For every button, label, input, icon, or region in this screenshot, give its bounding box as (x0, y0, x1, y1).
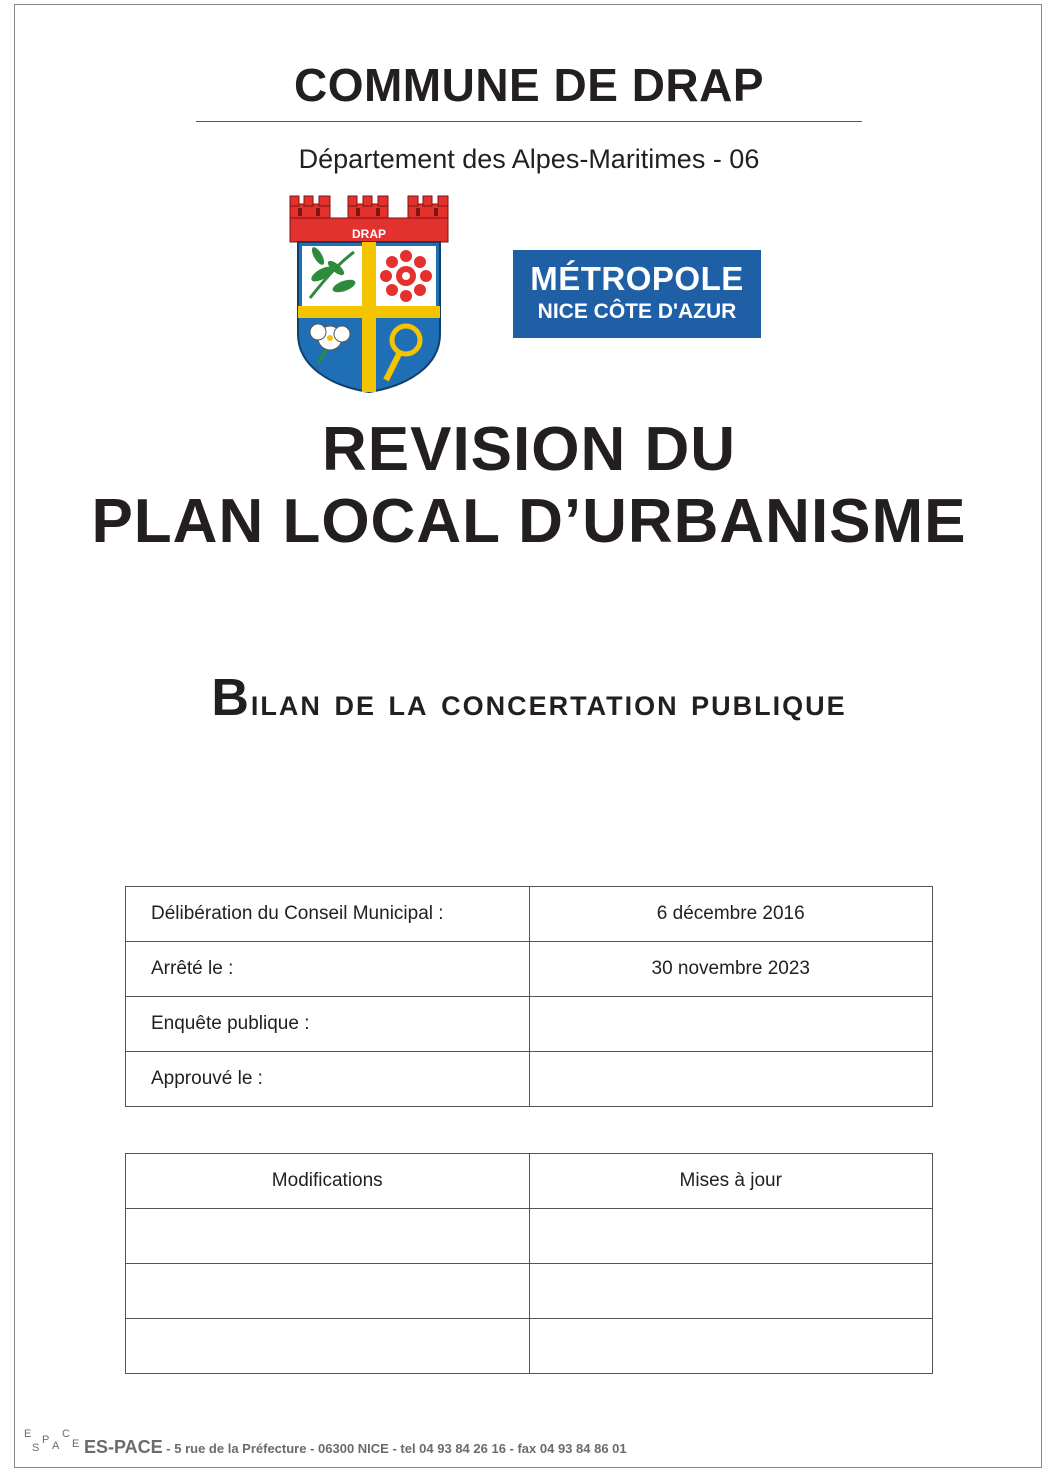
date-value (529, 997, 933, 1052)
table-cell (529, 1209, 933, 1264)
department-line: Département des Alpes-Maritimes - 06 (298, 144, 760, 174)
modifications-table (125, 1153, 933, 1374)
table-cell (126, 1319, 530, 1374)
date-label: Approuvé le : (126, 1052, 530, 1107)
table-cell (529, 1319, 933, 1374)
date-label: Délibération du Conseil Municipal : (126, 887, 530, 942)
date-value: 30 novembre 2023 (529, 942, 933, 997)
commune-title: COMMUNE DE DRAP (293, 59, 765, 111)
date-value (529, 1052, 933, 1107)
table-row (126, 1264, 933, 1319)
document-title-line1: REVISION DU (321, 415, 737, 484)
subtitle-rest: ilan de la concertation publique (250, 682, 847, 724)
metropole-logo-line2: NICE CÔTE D'AZUR (537, 300, 737, 323)
es-pace-logo-icon: E S P A C E (24, 1428, 80, 1454)
footer-brand: ES-PACE (84, 1437, 163, 1457)
table-row (126, 1319, 933, 1374)
date-value: 6 décembre 2016 (529, 887, 933, 942)
column-header-mises-a-jour: Mises à jour (529, 1154, 933, 1209)
date-label: Enquête publique : (126, 997, 530, 1052)
column-header-modifications: Modifications (126, 1154, 530, 1209)
metropole-logo-line1: MÉTROPOLE (530, 260, 744, 297)
document-title-line2: PLAN LOCAL D’URBANISME (91, 487, 967, 556)
metropole-nice-logo (513, 250, 761, 338)
header-divider (196, 121, 862, 122)
table-row (126, 997, 933, 1052)
date-label: Arrêté le : (126, 942, 530, 997)
dates-table (125, 886, 933, 1107)
subtitle-initial: B (211, 669, 251, 727)
table-row (126, 1052, 933, 1107)
table-row (126, 942, 933, 997)
table-cell (529, 1264, 933, 1319)
table-row (126, 1209, 933, 1264)
table-header-row (126, 1154, 933, 1209)
table-cell (126, 1264, 530, 1319)
footer-address: - 5 rue de la Préfecture - 06300 NICE - tel 04 93 84 26 16 - fax 04 93 84 86 01 (162, 1441, 627, 1456)
document-subtitle (0, 668, 1058, 728)
footer (22, 1428, 627, 1458)
table-cell (126, 1209, 530, 1264)
table-row (126, 887, 933, 942)
drap-coat-of-arms-icon (288, 194, 450, 394)
coat-banner-text: DRAP (351, 227, 387, 241)
